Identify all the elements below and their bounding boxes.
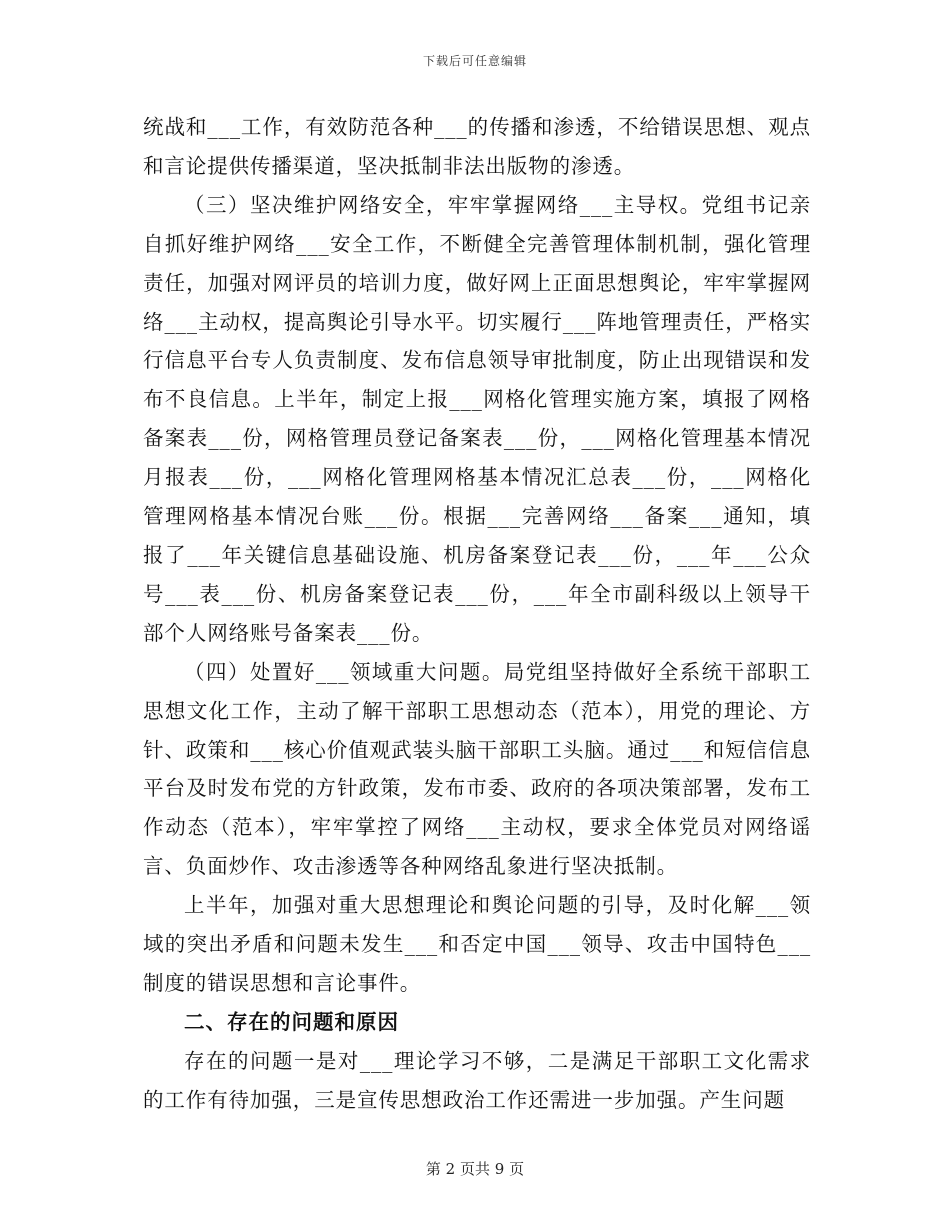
page-number: 第 2 页共 9 页 [425,1160,525,1178]
paragraph-network-security: （三）坚决维护网络安全，牢牢掌握网络___主导权。党组书记亲自抓好维护网络___安全工作，不断健全完善管理体制机制，强化管理责任，加强对网评员的培训力度，做好网上正面思想舆论，牢牢掌握网络___主动权，提高舆论引导水平。切实履行___阵地管理责任，严格实行信息平台专人负责制度、发布信息领导审批制度，防止出现错误和发布不良信息。上半年，制定上报___网格化管理实施方案，填报了网格备案表___份，网格管理员登记备案表___份，___网格化管理基本情况月报表___份，___网格化管理网格基本情况汇总表___份，___网格化管理网格基本情况台账___份。根据___完善网络___备案___通知，填报了___年关键信息基础设施、机房备案登记表___份，___年___公众号___表___份、机房备案登记表___份，___年全市副科级以上领导干部个人网络账号备案表___份。 [143,192,811,645]
paragraph-first-half-summary: 上半年，加强对重大思想理论和舆论问题的引导，及时化解___领域的突出矛盾和问题未发生___和否定中国___领导、攻击中国特色___制度的错误思想和言论事件。 [143,893,811,995]
page-header-note: 下载后可任意编辑 [422,54,527,68]
paragraph-major-issues: （四）处置好___领域重大问题。局党组坚持做好全系统干部职工思想文化工作，主动了解干部职工思想动态（范本），用党的理论、方针、政策和___核心价值观武装头脑干部职工头脑。通过___和短信信息平台及时发布党的方针政策，发布市委、政府的各项决策部署，发布工作动态（范本），牢牢掌控了网络___主动权，要求全体党员对网络谣言、负面炒作、攻击渗透等各种网络乱象进行坚决抵制。 [143,659,811,879]
document-body [143,108,811,1120]
paragraph-continuation: 统战和___工作，有效防范各种___的传播和渗透，不给错误思想、观点和言论提供传播渠道，坚决抵制非法出版物的渗透。 [143,115,811,178]
paragraph-problems: 存在的问题一是对___理论学习不够，二是满足干部职工文化需求的工作有待加强，三是宣传思想政治工作还需进一步加强。产生问题 [143,1048,811,1112]
section-heading: 二、存在的问题和原因 [184,1009,399,1034]
